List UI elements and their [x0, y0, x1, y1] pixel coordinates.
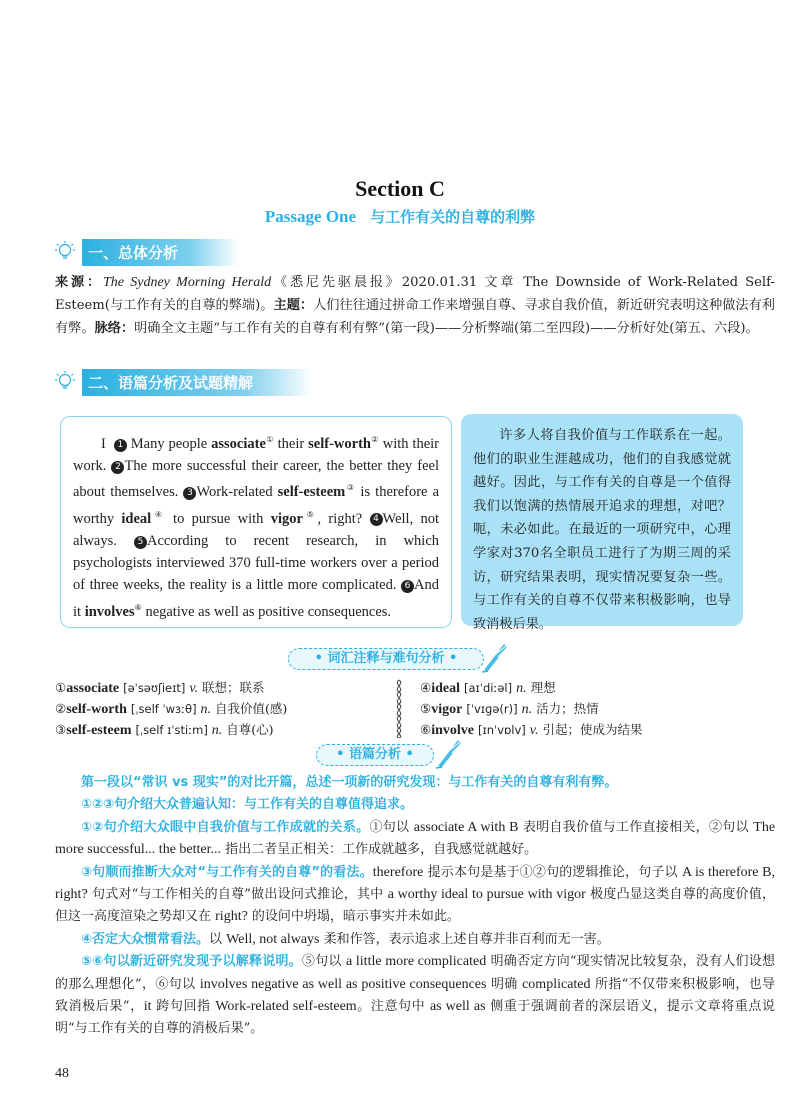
vocab-meaning: 引起；使成为结果 [542, 722, 643, 737]
structure-text: 明确全文主题“与工作有关的自尊有利有弊”(第一段)——分析弊端(第二至四段)——分析好处(第五、六段)。 [134, 321, 759, 336]
vocab-meaning: 自尊(心) [226, 722, 274, 737]
sentence-number: 2 [111, 461, 124, 474]
analysis-point [55, 951, 775, 1041]
theme-text: 人们往往通过拼命工作来增强自尊、寻求自我价值，新近研究表明这种做法有利有弊。 [55, 298, 775, 336]
analysis-text: 明确 [486, 976, 523, 992]
analysis-english: involves negative as well as positive consequences [199, 976, 487, 992]
analysis-english: a worthy ideal to pursue with vigor [387, 887, 586, 903]
passage-label: Passage One [264, 207, 357, 226]
vocab-list-left [55, 678, 287, 741]
vocab-headword: involve [431, 723, 474, 738]
footnote-mark: ② [370, 435, 379, 444]
analysis-text: ⑤句以 [301, 954, 346, 970]
analysis-text: 指出二者呈正相关：工作成就越多，自我感觉就越好。 [221, 842, 538, 858]
vocab-phonetic: [ˌself ɪˈstiːm] [135, 723, 208, 737]
sentence-number: 1 [114, 439, 127, 452]
theme-label: 主题： [273, 298, 314, 313]
vocab-meaning: 活力；热情 [536, 701, 599, 716]
lightbulb-icon [52, 239, 78, 265]
sentence-text: And it [73, 577, 439, 620]
vocab-headword: self-worth [66, 702, 127, 717]
vocab-meaning: 自我价值(感) [215, 701, 288, 716]
sentence-number: 4 [370, 513, 383, 526]
vocab-word: associate [211, 435, 266, 452]
section-title: Section C [355, 176, 445, 201]
lightbulb-icon [52, 369, 78, 395]
analysis-highlight: ①②句介绍大众眼中自我价值与工作成就的关系。 [81, 819, 370, 835]
vocab-entry [55, 699, 287, 720]
analysis-english: associate A with B [413, 819, 519, 835]
sentence-text: Work-related [196, 484, 278, 501]
analysis-highlight: ⑤⑥句以新近研究发现予以解释说明。 [81, 954, 302, 970]
vocab-number: ③ [55, 722, 67, 737]
footnote-mark: ③ [345, 483, 356, 493]
structure-label: 脉络： [94, 321, 135, 336]
passage-topic: 与工作有关的自尊的利弊 [370, 208, 536, 226]
analysis-highlight: ③句顺而推断大众对“与工作有关的自尊”的看法。 [81, 864, 373, 880]
analysis-section-heading-text: 二、语篇分析及试题精解 [82, 369, 313, 396]
chinese-translation-box: 许多人将自我价值与工作联系在一起。他们的职业生涯越成功，他们的自我感觉就越好。因此，与工作有关的自尊是一个值得我们以饱满的热情展开追求的理想，对吧？呃，未必如此。在最近的一项研究中，心理学家对370名全职员工进行了为期三周的采访，研究结果表明，现实情况要复杂一些。与工作有关的自尊不仅带来积极影响，也导致消极后果。 [461, 414, 743, 626]
vocab-meaning: 联想；联系 [202, 680, 265, 695]
vocab-phonetic: [ɪnˈvɒlv] [477, 723, 526, 737]
vocab-number: ④ [420, 680, 432, 695]
vocab-pos: v. [529, 723, 539, 738]
overview-heading [52, 238, 238, 266]
quill-pen-icon [434, 736, 464, 770]
sentence-number: 3 [183, 487, 196, 500]
analysis-text: 的设问中坍塌，暗示事实并未如此。 [247, 909, 460, 925]
source-paragraph [55, 271, 775, 340]
vocab-number: ⑤ [420, 701, 432, 716]
vocab-pos: n. [516, 681, 527, 696]
vocab-number: ① [55, 680, 67, 695]
analysis-text: 提示本句是基于①②句的逻辑推论，句子以 [423, 864, 682, 880]
vocab-word: self-worth [308, 435, 371, 452]
sentence-text: to pursue with [165, 510, 271, 527]
vocab-phonetic: [əˈsəʊʃieɪt] [123, 681, 186, 695]
vocab-headword: self-esteem [66, 723, 132, 738]
analysis-point [55, 929, 775, 951]
analysis-english: Work-related self-esteem [215, 999, 357, 1015]
vocab-word: self-esteem [277, 484, 346, 501]
vocab-number: ② [55, 701, 67, 716]
analysis-highlight: ④否定大众惯常看法。 [81, 931, 210, 947]
vocab-entry [420, 699, 642, 720]
analysis-text: 句式对“与工作相关的自尊”做出设问式推论，其中 [87, 887, 388, 903]
source-publication: The Sydney Morning Herald [102, 275, 272, 290]
analysis-intro-text: 第一段以“常识 vs 现实”的对比开篇，总述一项新的研究发现：与工作有关的自尊有利有弊。 [81, 775, 618, 790]
analysis-english: a little more complicated [345, 954, 487, 970]
footnote-mark: ④ [151, 509, 166, 519]
analysis-text: 以 [209, 931, 227, 947]
english-paragraph-box [60, 416, 452, 628]
vocab-entry [420, 678, 642, 699]
vocab-list-right [420, 678, 642, 741]
analysis-english: therefore [372, 864, 424, 880]
vocab-pos: n. [211, 723, 223, 738]
analysis-text: ①句以 [369, 819, 414, 835]
vocab-number: ⑥ [420, 722, 432, 737]
analysis-section-heading [52, 368, 313, 396]
analysis-text: 侧重于强调前者的深层语义，提示文章将重点说明“与工作有关的自尊的消极后果”。 [55, 999, 776, 1037]
sentence-text: The more successful their career, the better they feel about themselves. [73, 458, 439, 501]
sentence-text: Many people [130, 435, 212, 452]
analysis-point [55, 817, 775, 862]
passage-title [0, 206, 800, 227]
vocab-word: involves [84, 603, 135, 620]
analysis-english: Well, not always [226, 931, 320, 947]
analysis-text: 。注意句中 [356, 999, 430, 1015]
page-number: 48 [55, 1066, 69, 1081]
vocab-word: vigor [270, 510, 303, 527]
analysis-point [55, 862, 775, 929]
sentence-text: , right? [317, 510, 363, 527]
analysis-text: 所指“不仅带来积极影响，也导致消极后果”， [55, 976, 776, 1015]
discourse-analysis-heading: • 语篇分析 • [316, 744, 434, 766]
vocab-phonetic: [ˈvɪɡə(r)] [466, 702, 518, 716]
sentence-text: According to recent research, in which psychologists interviewed 370 full-time workers over a period of three weeks, the reality is a little more complicated. [73, 532, 440, 594]
vocab-pos: v. [189, 681, 199, 696]
vocab-meaning: 理想 [530, 680, 556, 695]
analysis-english: A is therefore B, right? [55, 864, 775, 903]
footnote-mark: ⑥ [134, 602, 142, 612]
analysis-text: 极度凸显这类自尊的高度价值，但这一高度渲染之势却又在 [55, 887, 775, 925]
analysis-english: complicated [522, 976, 591, 992]
vocab-pos: n. [200, 702, 212, 717]
sentence-text: Well, not always. [73, 510, 440, 549]
vocab-section-heading: • 词汇注释与难句分析 • [288, 648, 484, 670]
analysis-point [55, 794, 775, 816]
footnote-mark: ① [265, 435, 274, 444]
analysis-text: 表明自我价值与工作直接相关，②句以 [518, 819, 754, 835]
vocab-word: ideal [121, 510, 152, 527]
vocab-entry [55, 720, 287, 741]
analysis-body [55, 772, 775, 1041]
sentence-text: negative as well as positive consequences. [141, 603, 392, 620]
vocab-headword: associate [66, 681, 120, 696]
divider-ornament [391, 678, 407, 738]
analysis-english: right? [215, 909, 248, 925]
paragraph-numeral: I [101, 435, 106, 452]
analysis-english: it [143, 999, 152, 1015]
analysis-english: as well as [429, 999, 486, 1015]
sentence-text: their [273, 435, 309, 452]
analysis-english: The more successful... the better... [55, 819, 776, 858]
sentence-text: is therefore a worthy [73, 484, 440, 527]
source-label: 来源： [55, 275, 103, 290]
sentence-number: 6 [401, 580, 414, 593]
analysis-text: 跨句回指 [151, 999, 216, 1015]
vocab-headword: ideal [431, 681, 460, 696]
analysis-text: 明确否定方向“现实情况比较复杂，没有人们设想的那么理想化”，⑥句以 [55, 954, 776, 992]
analysis-text: 柔和作答，表示追求上述自尊并非百利而无一害。 [319, 931, 610, 947]
overview-heading-text: 一、总体分析 [82, 239, 238, 266]
vocab-phonetic: [aɪˈdiːəl] [463, 681, 513, 695]
analysis-intro [55, 772, 775, 794]
sentence-text: with their work. [73, 435, 440, 475]
analysis-point-text: ①②③句介绍大众普遍认知：与工作有关的自尊值得追求。 [81, 797, 414, 813]
source-text: 《悉尼先驱晨报》2020.01.31 文章 The Downside of Work-Related Self-Esteem(与工作有关的自尊的弊端)。 [55, 275, 775, 313]
vocab-headword: vigor [431, 702, 463, 717]
sentence-number: 5 [134, 536, 147, 549]
vocab-entry [55, 678, 287, 699]
vocab-pos: n. [521, 702, 533, 717]
quill-pen-icon [480, 640, 510, 674]
vocab-phonetic: [ˌself ˈwɜːθ] [130, 702, 197, 716]
footnote-mark: ⑤ [302, 509, 318, 519]
